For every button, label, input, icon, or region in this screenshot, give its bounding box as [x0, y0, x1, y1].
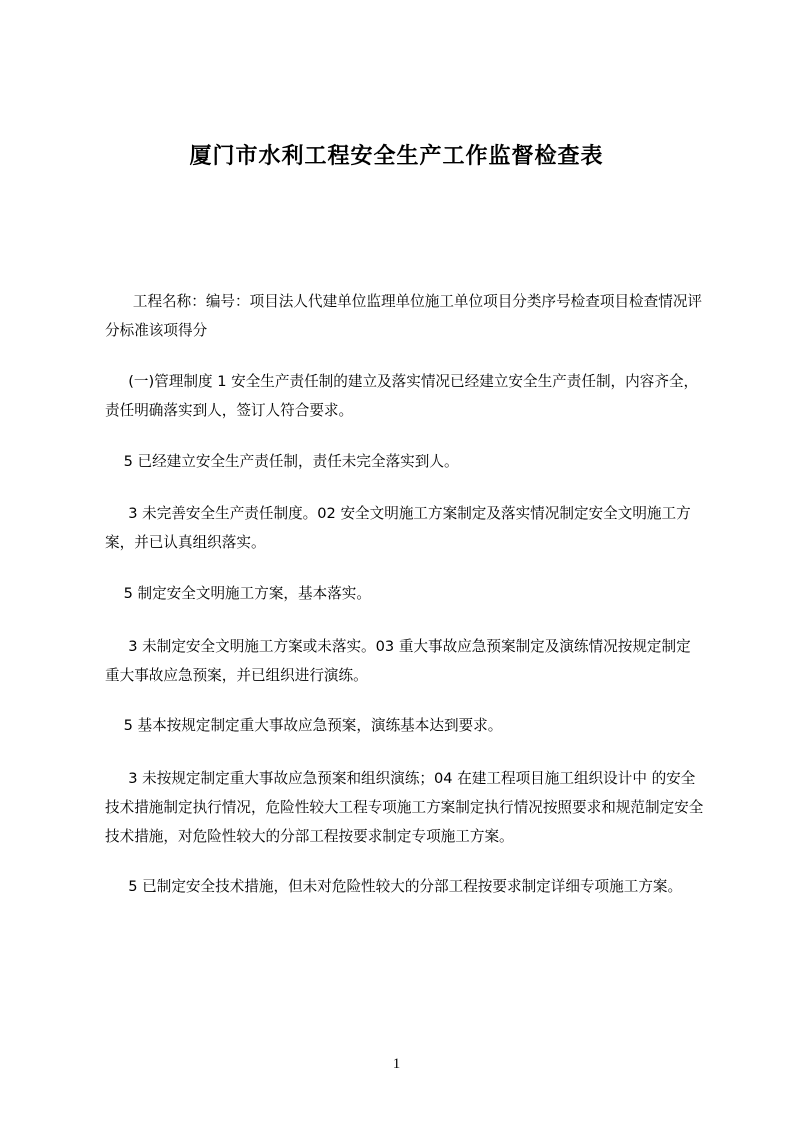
paragraph-score-5-emergency: 5 基本按规定制定重大事故应急预案，演练基本达到要求。: [105, 717, 503, 734]
paragraph-score-5-civilization: 5 制定安全文明施工方案，基本落实。: [105, 585, 371, 602]
paragraph-score-3-civilization: 3 未制定安全文明施工方案或未落实。03 重大事故应急预案制定及演练情况按规定制定重大事故应急预案，并已组织进行演练。: [105, 638, 691, 684]
paragraph-project-info: 工程名称：编号：项目法人代建单位监理单位施工单位项目分类序号检查项目检查情况评分标准该项得分: [105, 293, 703, 339]
paragraph-score-5-responsibility: 5 已经建立安全生产责任制，责任未完全落实到人。: [105, 453, 459, 470]
paragraph-score-3-responsibility: 3 未完善安全生产责任制度。02 安全文明施工方案制定及落实情况制定安全文明施工方案，并已认真组织落实。: [105, 505, 691, 551]
paragraph-score-5-technical-measures: 5 已制定安全技术措施，但未对危险性较大的分部工程按要求制定详细专项施工方案。: [105, 878, 683, 895]
document-title: 厦门市水利工程安全生产工作监督检查表: [189, 144, 604, 169]
paragraph-management-system: (一)管理制度 1 安全生产责任制的建立及落实情况已经建立安全生产责任制，内容齐全，责任明确落实到人，签订人符合要求。: [105, 373, 699, 419]
paragraph-score-3-emergency: 3 未按规定制定重大事故应急预案和组织演练；04 在建工程项目施工组织设计中 的安全技术措施制定执行情况，危险性较大工程专项施工方案制定执行情况按照要求和规范制定安全技术措施，对危险性较大的分部工程按要求制定专项施工方案。: [105, 770, 704, 845]
page-number: 1: [392, 1056, 401, 1072]
